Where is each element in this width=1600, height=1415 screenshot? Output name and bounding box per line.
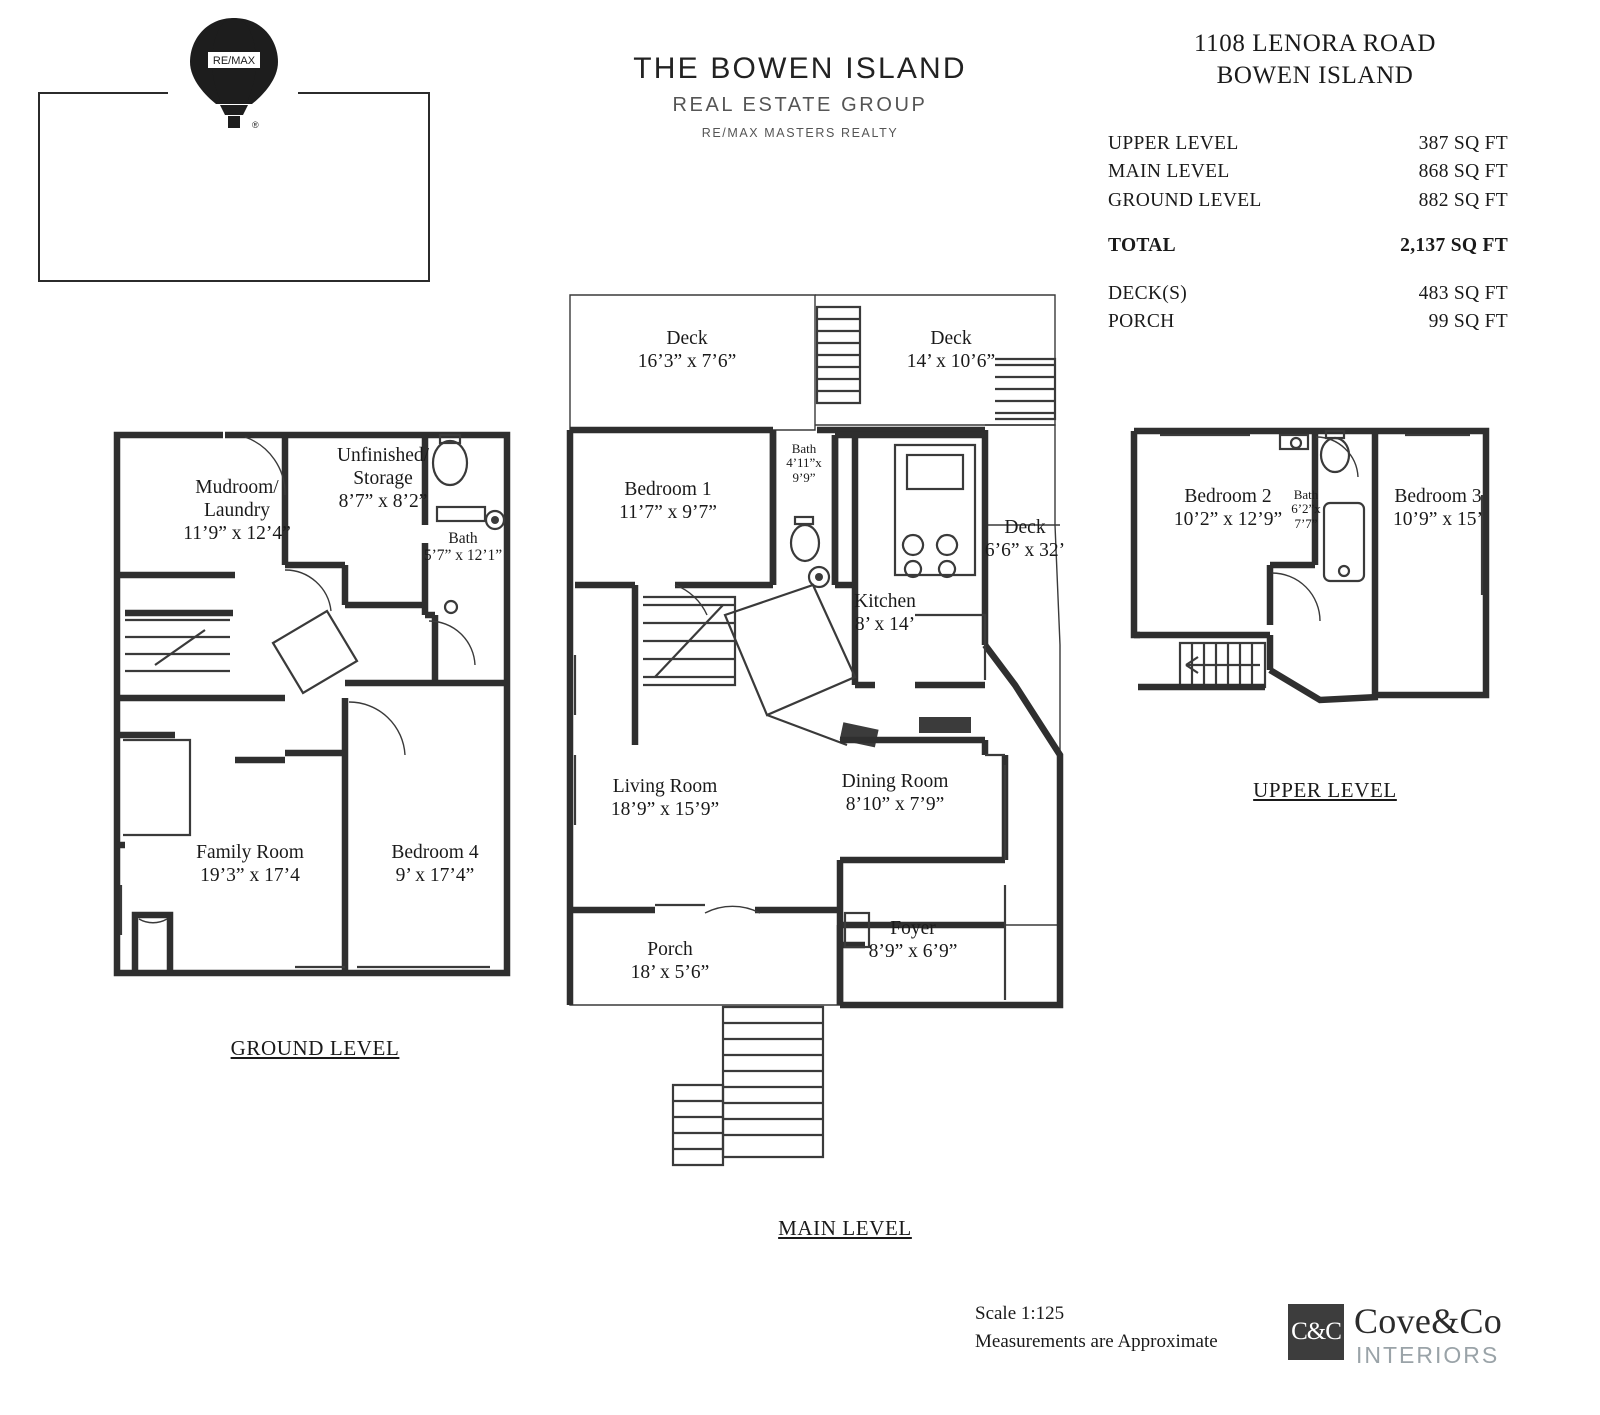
- room-dims: 4’11”x: [786, 455, 822, 471]
- area-summary: [1108, 130, 1508, 337]
- room-dims: 18’ x 5’6”: [630, 962, 710, 983]
- area-label: PORCH: [1108, 311, 1175, 333]
- svg-text:RE/MAX: RE/MAX: [212, 55, 256, 67]
- room-label: Bedroom 3: [1394, 486, 1482, 507]
- room-foyer: [828, 917, 998, 963]
- room-label: Bath: [448, 530, 478, 547]
- measurement-note: Measurements are Approximate: [975, 1330, 1218, 1352]
- room-dims: 18’9” x 15’9”: [610, 799, 720, 820]
- area-label: DECK(S): [1108, 283, 1188, 305]
- room-label: Bedroom 4: [391, 842, 479, 863]
- room-label: Mudroom/: [195, 477, 279, 498]
- scale-text: Scale 1:125: [975, 1303, 1065, 1324]
- area-value: 882 SQ FT: [1418, 189, 1508, 211]
- room-dims: 5’7” x 12’1”: [423, 547, 503, 565]
- room-label: Bedroom 2: [1184, 486, 1272, 507]
- room-label: Living Room: [612, 776, 718, 797]
- room-dims-2: 7’7”: [1294, 515, 1318, 531]
- area-value: 387 SQ FT: [1418, 133, 1508, 154]
- room-dims: 6’6” x 32’: [984, 540, 1066, 561]
- svg-text:®: ®: [252, 120, 259, 130]
- brand-tagline: RE/MAX MASTERS REALTY: [701, 126, 899, 140]
- area-row-ground: [1108, 187, 1508, 215]
- room-label: Foyer: [890, 918, 936, 939]
- room-label-2: Laundry: [203, 500, 271, 521]
- coveco-sub: INTERIORS: [1356, 1342, 1500, 1368]
- area-row-total: [1108, 232, 1508, 260]
- room-porch: [585, 938, 755, 984]
- room-living: [575, 775, 755, 821]
- area-row-main: [1108, 158, 1508, 186]
- coveco-logo: [1288, 1300, 1518, 1372]
- room-dims: 19’3” x 17’4: [200, 865, 300, 886]
- area-value: 868 SQ FT: [1418, 161, 1508, 183]
- room-label: Bath: [1293, 487, 1319, 502]
- area-row-upper: [1108, 130, 1508, 158]
- area-row-porch: [1108, 308, 1508, 336]
- room-bath-main: [768, 442, 840, 485]
- room-dims: 16’3” x 7’6”: [637, 351, 737, 372]
- area-value: 99 SQ FT: [1428, 311, 1508, 333]
- room-dims: 10’2” x 12’9”: [1173, 509, 1283, 530]
- room-family: [155, 841, 345, 887]
- room-dims-2: 9’9”: [792, 469, 816, 485]
- room-deck-front: [602, 327, 772, 373]
- room-unfinished-storage: [288, 444, 478, 513]
- room-kitchen: [810, 590, 960, 636]
- room-label: Deck: [930, 328, 972, 349]
- room-label: Dining Room: [841, 771, 949, 792]
- area-value: 483 SQ FT: [1418, 283, 1508, 305]
- area-row-decks: [1108, 280, 1508, 308]
- property-address: [1105, 30, 1525, 90]
- room-dims: 10’9” x 15’: [1393, 509, 1483, 530]
- upper-level-caption: UPPER LEVEL: [1253, 778, 1397, 802]
- scale-note: [975, 1300, 1218, 1355]
- main-level-caption: MAIN LEVEL: [778, 1216, 912, 1240]
- remax-balloon-icon: [186, 16, 282, 138]
- address-line-1: 1108 LENORA ROAD: [1193, 30, 1436, 57]
- room-dims: 8’9” x 6’9”: [868, 941, 958, 962]
- room-label: Unfinished/: [336, 445, 430, 466]
- main-level-floorplan: [555, 285, 1095, 1215]
- room-dims: 6’2”x: [1291, 501, 1321, 517]
- room-bedroom-1: [578, 478, 758, 524]
- room-dims: 8’7” x 8’2”: [338, 491, 428, 512]
- area-label: UPPER LEVEL: [1108, 133, 1239, 154]
- room-label: Deck: [1004, 517, 1046, 538]
- room-deck-side: [960, 516, 1090, 562]
- room-bath-upper: [1272, 488, 1340, 531]
- room-dims: 8’10” x 7’9”: [845, 794, 945, 815]
- room-bedroom-3: [1348, 485, 1528, 531]
- area-value: 2,137 SQ FT: [1400, 234, 1508, 256]
- area-label: TOTAL: [1108, 234, 1176, 256]
- coveco-mark-icon: C&C: [1288, 1304, 1344, 1360]
- area-label: GROUND LEVEL: [1108, 189, 1262, 211]
- room-label: Kitchen: [854, 591, 916, 612]
- room-bath-ground: [398, 530, 528, 565]
- brand-subtitle: REAL ESTATE GROUP: [672, 94, 928, 116]
- room-label: Deck: [666, 328, 708, 349]
- area-label: MAIN LEVEL: [1108, 161, 1230, 183]
- ground-level-caption: GROUND LEVEL: [230, 1036, 400, 1060]
- room-dims: 9’ x 17’4”: [395, 865, 475, 886]
- address-line-2: BOWEN ISLAND: [1216, 62, 1414, 89]
- room-label: Bedroom 1: [624, 479, 712, 500]
- room-label-2: Storage: [353, 468, 413, 489]
- room-label: Family Room: [196, 842, 304, 863]
- room-dining: [805, 770, 985, 816]
- room-dims: 11’9” x 12’4”: [183, 523, 291, 544]
- room-label: Bath: [791, 441, 817, 456]
- coveco-name: Cove&Co: [1354, 1301, 1503, 1341]
- room-dims: 14’ x 10’6”: [906, 351, 996, 372]
- room-deck-upper-right: [866, 327, 1036, 373]
- room-dims: 8’ x 14’: [854, 614, 916, 635]
- room-bedroom-4: [345, 841, 525, 887]
- room-label: Porch: [647, 939, 693, 960]
- brand-title: THE BOWEN ISLAND: [633, 52, 967, 85]
- room-dims: 11’7” x 9’7”: [619, 502, 717, 523]
- upper-level-floorplan: [1120, 415, 1500, 715]
